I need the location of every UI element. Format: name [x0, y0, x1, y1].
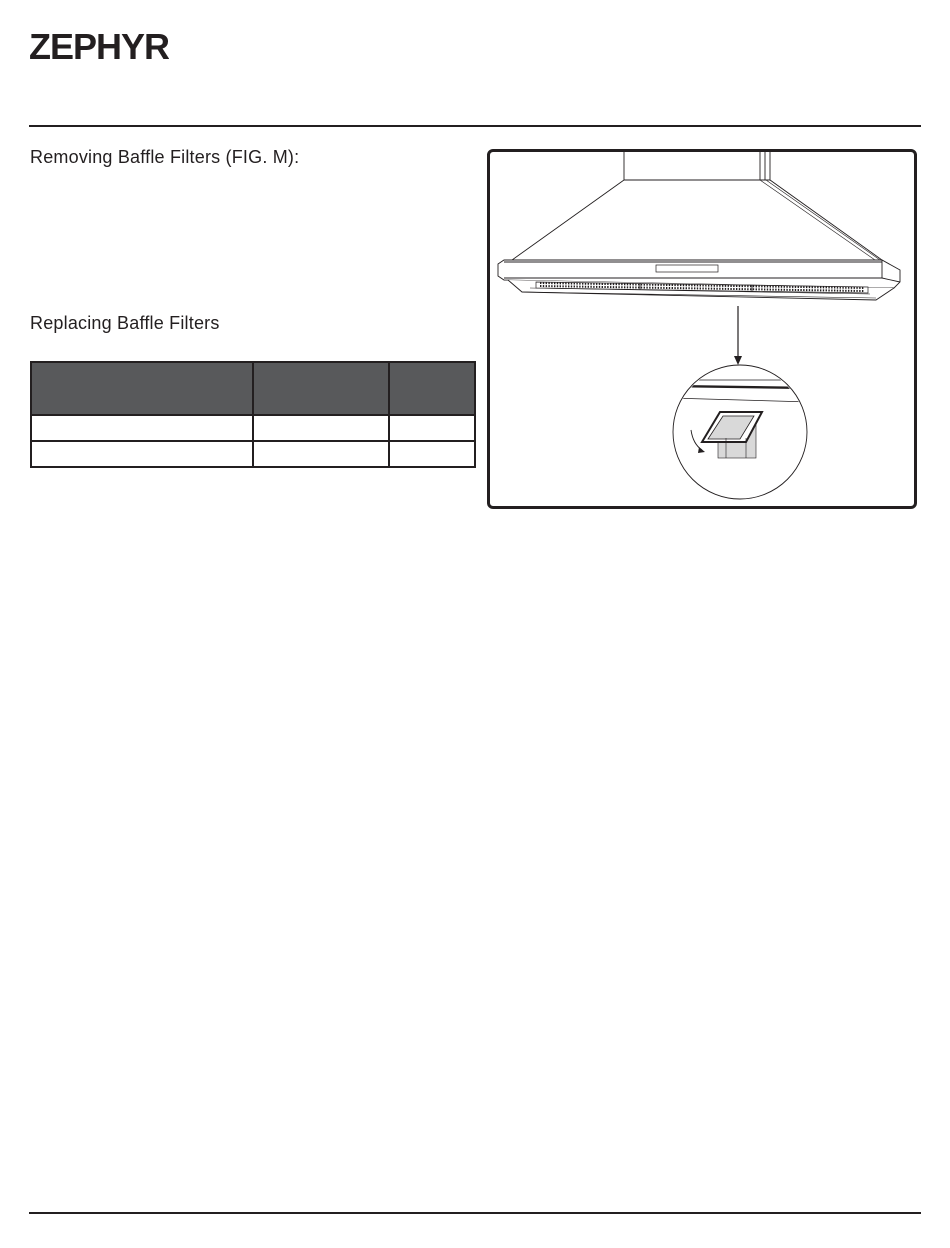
table-cell: [253, 415, 389, 441]
table-header-row: [31, 362, 475, 415]
table-cell: [389, 441, 475, 467]
table-cell: [31, 441, 253, 467]
hood-body: [498, 152, 900, 300]
range-hood-illustration: [490, 152, 917, 509]
zephyr-logo-icon: [29, 28, 169, 62]
logo-wordmark: ZEPHYR: [29, 28, 169, 62]
table-cell: [389, 415, 475, 441]
table-cell: [253, 441, 389, 467]
table-header-cell: [31, 362, 253, 415]
removing-filters-heading: Removing Baffle Filters (FIG. M):: [30, 147, 300, 167]
brand-logo: [29, 28, 169, 62]
filter-latch-detail-illustration: [670, 365, 810, 499]
table-cell: [31, 415, 253, 441]
table-row: [31, 441, 475, 467]
replacing-filters-heading: Replacing Baffle Filters: [30, 313, 220, 333]
table-header-cell: [253, 362, 389, 415]
table-header-cell: [389, 362, 475, 415]
figure-m: [487, 149, 917, 509]
header-divider: [29, 125, 921, 127]
filter-table: [30, 361, 476, 468]
footer-divider: [29, 1212, 921, 1214]
pointer-arrow-icon: [734, 306, 742, 365]
table-row: [31, 415, 475, 441]
